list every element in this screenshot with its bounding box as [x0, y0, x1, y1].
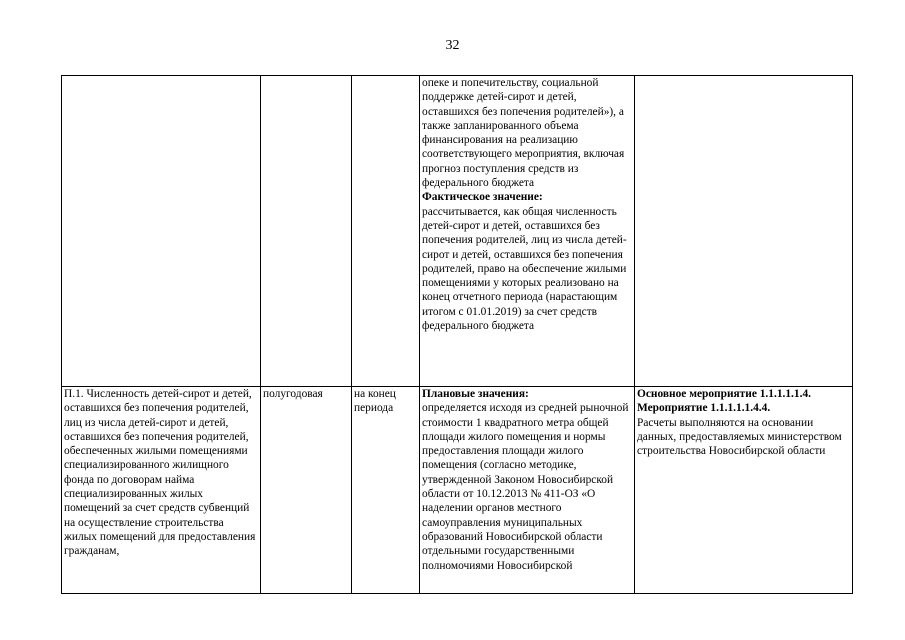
periodicity-cell: полугодовая [261, 387, 352, 594]
measure-cell [635, 76, 853, 387]
page-number: 32 [445, 38, 460, 53]
measure-cell [635, 387, 853, 594]
method-cell [420, 387, 635, 594]
value-type-cell [352, 76, 420, 387]
cell-paragraph: рассчитывается, как общая численность детей-сирот и детей, оставшихся без попечения родителей, лиц из числа детей-сирот и детей, оставшихся без попечения родителей, право на обеспечение жилыми помещениями у которых реализовано на конец отчетного периода (нарастающим итогом с 01.01.2019) за счет средств федерального бюджета [422, 205, 627, 333]
method-cell [420, 76, 635, 387]
indicator-name-cell: П.1. Численность детей-сирот и детей, оставшихся без попечения родителей, лиц из числа детей-сирот и детей, оставшихся без попечения родителей, обеспеченных жилыми помещениями специализированного жилищного фонда по договорам найма специализированных жилых помещений за счет средств субвенций на осуществление строительства жилых помещений для предоставления гражданам, [62, 387, 261, 594]
cell-heading: Плановые значения: [422, 388, 529, 400]
cell-paragraph: определяется исходя из средней рыночной стоимости 1 квадратного метра общей площади жилого помещения и нормы предоставления площади жилого помещения (согласно методике, утвержденной Законом Новосибирской области от 10.12.2013 № 411-ОЗ «О наделении органов местного самоуправления муниципальных образований Новосибирской области отдельными государственными полномочиями Новосибирской [422, 402, 629, 572]
indicator-table [61, 75, 853, 594]
cell-heading: Фактическое значение: [422, 191, 543, 204]
table-row [62, 76, 853, 387]
indicator-name-cell [62, 76, 261, 387]
cell-heading: Основное мероприятие 1.1.1.1.1.4. [637, 388, 811, 400]
table-row [62, 387, 853, 594]
value-type-cell: на конец периода [352, 387, 420, 594]
cell-heading: Мероприятие 1.1.1.1.1.4.4. [637, 402, 771, 415]
cell-paragraph: Расчеты выполняются на основании данных, предоставляемых министерством строительства Новосибирской области [637, 416, 842, 458]
periodicity-cell [261, 76, 352, 387]
cell-paragraph: опеке и попечительству, социальной поддержке детей-сирот и детей, оставшихся без попечения родителей»), а также запланированного объема финансирования на реализацию соответствующего мероприятия, включая прогноз поступления средств из федерального бюджета [422, 77, 625, 190]
